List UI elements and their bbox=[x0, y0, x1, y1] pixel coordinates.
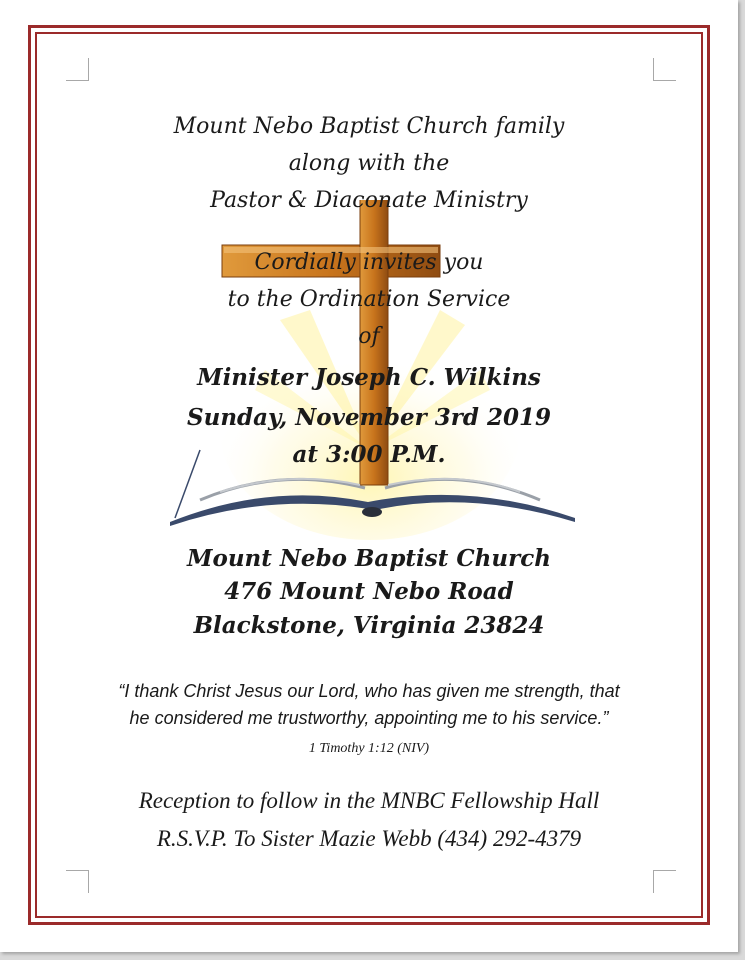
invite-line-ministry: Pastor & Diaconate Ministry bbox=[210, 188, 528, 213]
reception-line: Reception to follow in the MNBC Fellowship Hall bbox=[138, 788, 600, 813]
invite-line-along: along with the bbox=[288, 151, 450, 176]
scripture-line-1: “I thank Christ Jesus our Lord, who has given me strength, that bbox=[118, 681, 620, 701]
event-date: Sunday, November 3rd 2019 bbox=[187, 404, 551, 431]
honoree-name: Minister Joseph C. Wilkins bbox=[197, 364, 541, 391]
event-time: at 3:00 P.M. bbox=[292, 441, 446, 468]
crop-mark-top-right bbox=[653, 58, 676, 81]
crop-mark-bottom-left bbox=[66, 870, 89, 893]
venue-city: Blackstone, Virginia 23824 bbox=[193, 612, 545, 639]
crop-mark-bottom-right bbox=[653, 870, 676, 893]
invite-line-service: to the Ordination Service bbox=[227, 287, 511, 312]
scripture-reference: 1 Timothy 1:12 (NIV) bbox=[308, 741, 430, 756]
invite-line-cordially: Cordially invites you bbox=[254, 250, 484, 275]
invite-line-of: of bbox=[358, 324, 380, 349]
scripture-line-2: he considered me trustworthy, appointing me to his service.” bbox=[129, 708, 609, 728]
venue-street: 476 Mount Nebo Road bbox=[224, 578, 514, 605]
venue-name: Mount Nebo Baptist Church bbox=[187, 545, 551, 572]
crop-mark-top-left bbox=[66, 58, 89, 81]
invite-line-family: Mount Nebo Baptist Church family bbox=[173, 114, 565, 139]
rsvp-line: R.S.V.P. To Sister Mazie Webb (434) 292-4379 bbox=[156, 826, 582, 851]
